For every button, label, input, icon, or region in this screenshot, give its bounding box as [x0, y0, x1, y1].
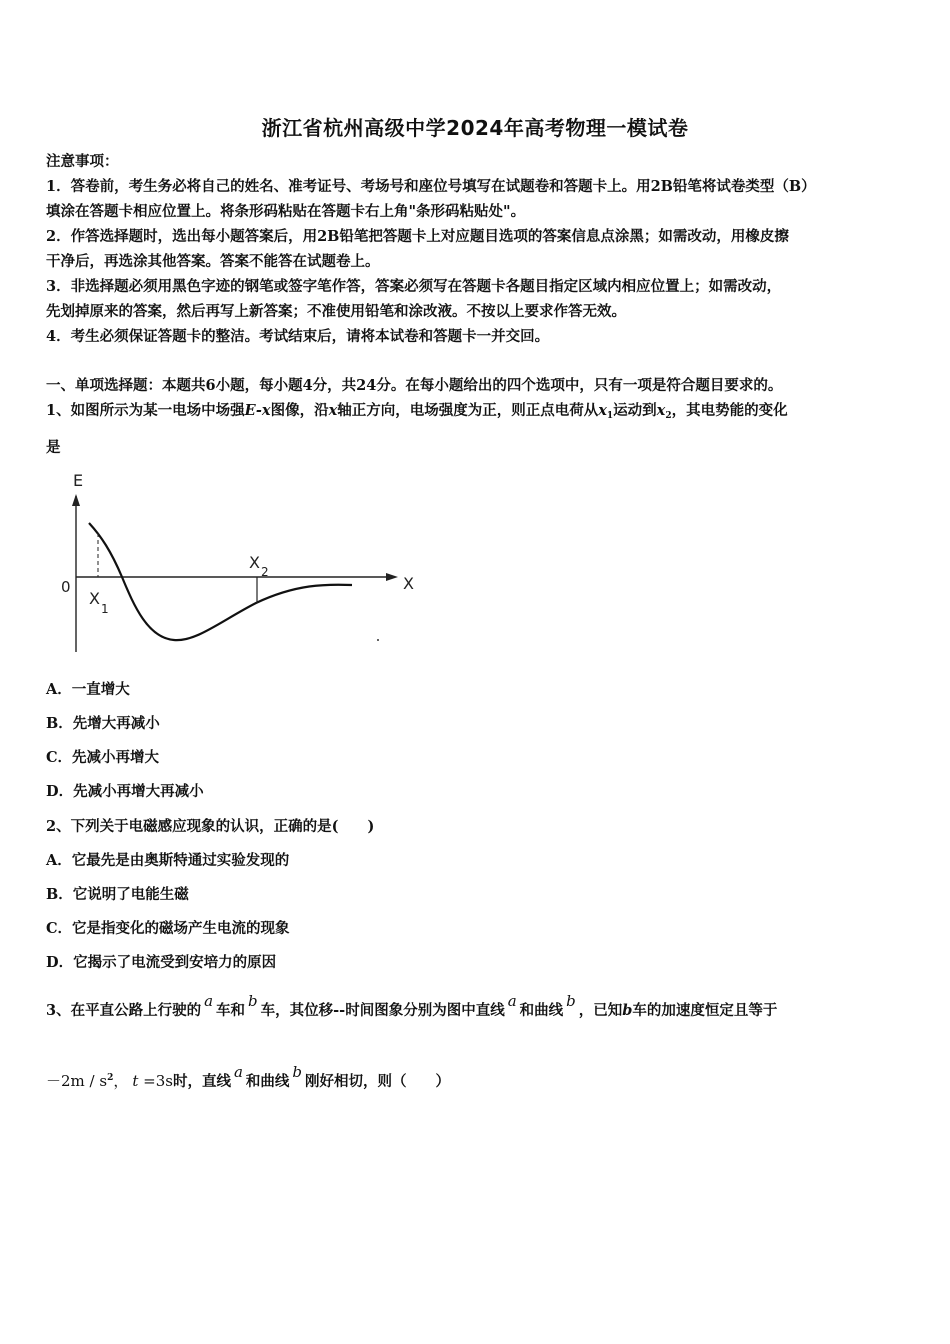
q3-var-a: a — [204, 992, 214, 1010]
q3-var-b4: b — [292, 1063, 303, 1081]
e-x-graph — [56, 466, 436, 656]
question-3-stem-cont — [46, 1063, 451, 1094]
origin-label: 0 — [61, 578, 71, 596]
q3-text-3: 车，其位移--时间图象分别为图中直线 — [260, 1002, 505, 1019]
q3-var-b: b — [248, 992, 258, 1010]
q3-var-b3: b — [622, 1002, 633, 1019]
notice-item-3b: 先划掉原来的答案，然后再写上新答案；不准使用铅笔和涂改液。不按以上要求作答无效。 — [46, 303, 626, 320]
q3-accel-value: －2m / s — [46, 1072, 108, 1090]
notice-heading: 注意事项： — [46, 153, 119, 170]
q2-option-d[interactable]: D．它揭示了电流受到安培力的原因 — [46, 954, 277, 971]
notice-item-1b: 填涂在答题卡相应位置上。将条形码粘贴在答题卡右上角"条形码粘贴处"。 — [46, 203, 526, 220]
q1-text-3: 轴正方向，电场强度为正，则正点电荷从 — [337, 402, 599, 419]
q1-option-a[interactable]: A．一直增大 — [46, 681, 130, 698]
section-heading: 一、单项选择题：本题共6小题，每小题4分，共24分。在每小题给出的四个选项中，只有一项是符合题目要求的。 — [46, 377, 783, 394]
exam-title: 浙江省杭州高级中学2024年高考物理一模试卷 — [261, 116, 689, 140]
notice-item-4: 4．考生必须保证答题卡的整洁。考试结束后，请将本试卷和答题卡一并交回。 — [46, 328, 550, 345]
q3-accel-sup: 2 — [107, 1073, 114, 1083]
q1-text-2: 图像，沿 — [270, 402, 329, 419]
x1-label: X — [89, 589, 100, 608]
q1-text-1: 1、如图所示为某一电场中场强 — [46, 402, 245, 419]
graph-dot-mark — [377, 639, 379, 641]
q1-x: x — [328, 402, 338, 419]
x2-label: X — [249, 553, 260, 572]
q3-text-5: ，已知 — [578, 1002, 623, 1019]
x1-sub-label: 1 — [101, 602, 109, 616]
q2-option-a[interactable]: A．它最先是由奥斯特通过实验发现的 — [46, 852, 290, 869]
x-axis-arrow — [386, 573, 398, 581]
question-2-stem: 2、下列关于电磁感应现象的认识，正确的是( ) — [46, 818, 375, 835]
notice-item-1a: 1．答卷前，考生务必将自己的姓名、准考证号、考场号和座位号填写在试题卷和答题卡上。用2B铅笔将试卷类型（B） — [46, 178, 816, 195]
q1-option-b[interactable]: B．先增大再减小 — [46, 715, 160, 732]
e-x-curve — [89, 523, 352, 640]
q3-var-a3: a — [233, 1063, 243, 1081]
question-1-stem-cont: 是 — [46, 439, 61, 456]
q1-x2: x — [656, 402, 666, 419]
x-axis-label: X — [403, 574, 414, 593]
q3-text-8: 和曲线 — [245, 1073, 290, 1090]
q3-time-value: =3s — [138, 1072, 173, 1090]
e-axis-arrow — [72, 494, 80, 506]
notice-item-3a: 3．非选择题必须用黑色字迹的钢笔或签字笔作答，答案必须写在答题卡各题目指定区域内相应位置上；如需改动， — [46, 278, 782, 295]
q2-option-b[interactable]: B．它说明了电能生磁 — [46, 886, 189, 903]
q3-text-7: 时，直线 — [172, 1073, 231, 1090]
question-1-stem — [46, 401, 788, 423]
notice-item-2a: 2．作答选择题时，选出每小题答案后，用2B铅笔把答题卡上对应题目选项的答案信息点涂黑；如需改动，用橡皮擦 — [46, 228, 789, 245]
q3-text-2: 车和 — [216, 1002, 246, 1019]
q1-x1-sub: 1 — [606, 411, 614, 421]
q1-option-d[interactable]: D．先减小再增大再减小 — [46, 783, 204, 800]
q2-option-c[interactable]: C．它是指变化的磁场产生电流的现象 — [46, 920, 290, 937]
q1-ex: E-x — [244, 402, 271, 419]
q3-var-b2: b — [566, 992, 576, 1010]
q3-var-t: t — [132, 1072, 139, 1090]
q3-var-a2: a — [507, 992, 517, 1010]
q1-option-c[interactable]: C．先减小再增大 — [46, 749, 160, 766]
q3-text-6: 车的加速度恒定且等于 — [632, 1002, 778, 1019]
q1-text-5: ，其电势能的变化 — [671, 402, 788, 419]
q3-comma: ， — [113, 1072, 129, 1090]
q1-x2-sub: 2 — [665, 411, 672, 421]
notice-item-2b: 干净后，再选涂其他答案。答案不能答在试题卷上。 — [46, 253, 380, 270]
q1-x1: x — [598, 402, 607, 419]
x2-sub-label: 2 — [261, 565, 269, 579]
q1-text-4: 运动到 — [613, 402, 657, 419]
q3-text-9: 刚好相切，则（ ） — [305, 1073, 451, 1090]
question-3-stem — [46, 992, 778, 1021]
q3-text-1: 3、在平直公路上行驶的 — [46, 1002, 202, 1019]
q3-text-4: 和曲线 — [519, 1002, 564, 1019]
e-axis-label: E — [73, 471, 84, 490]
